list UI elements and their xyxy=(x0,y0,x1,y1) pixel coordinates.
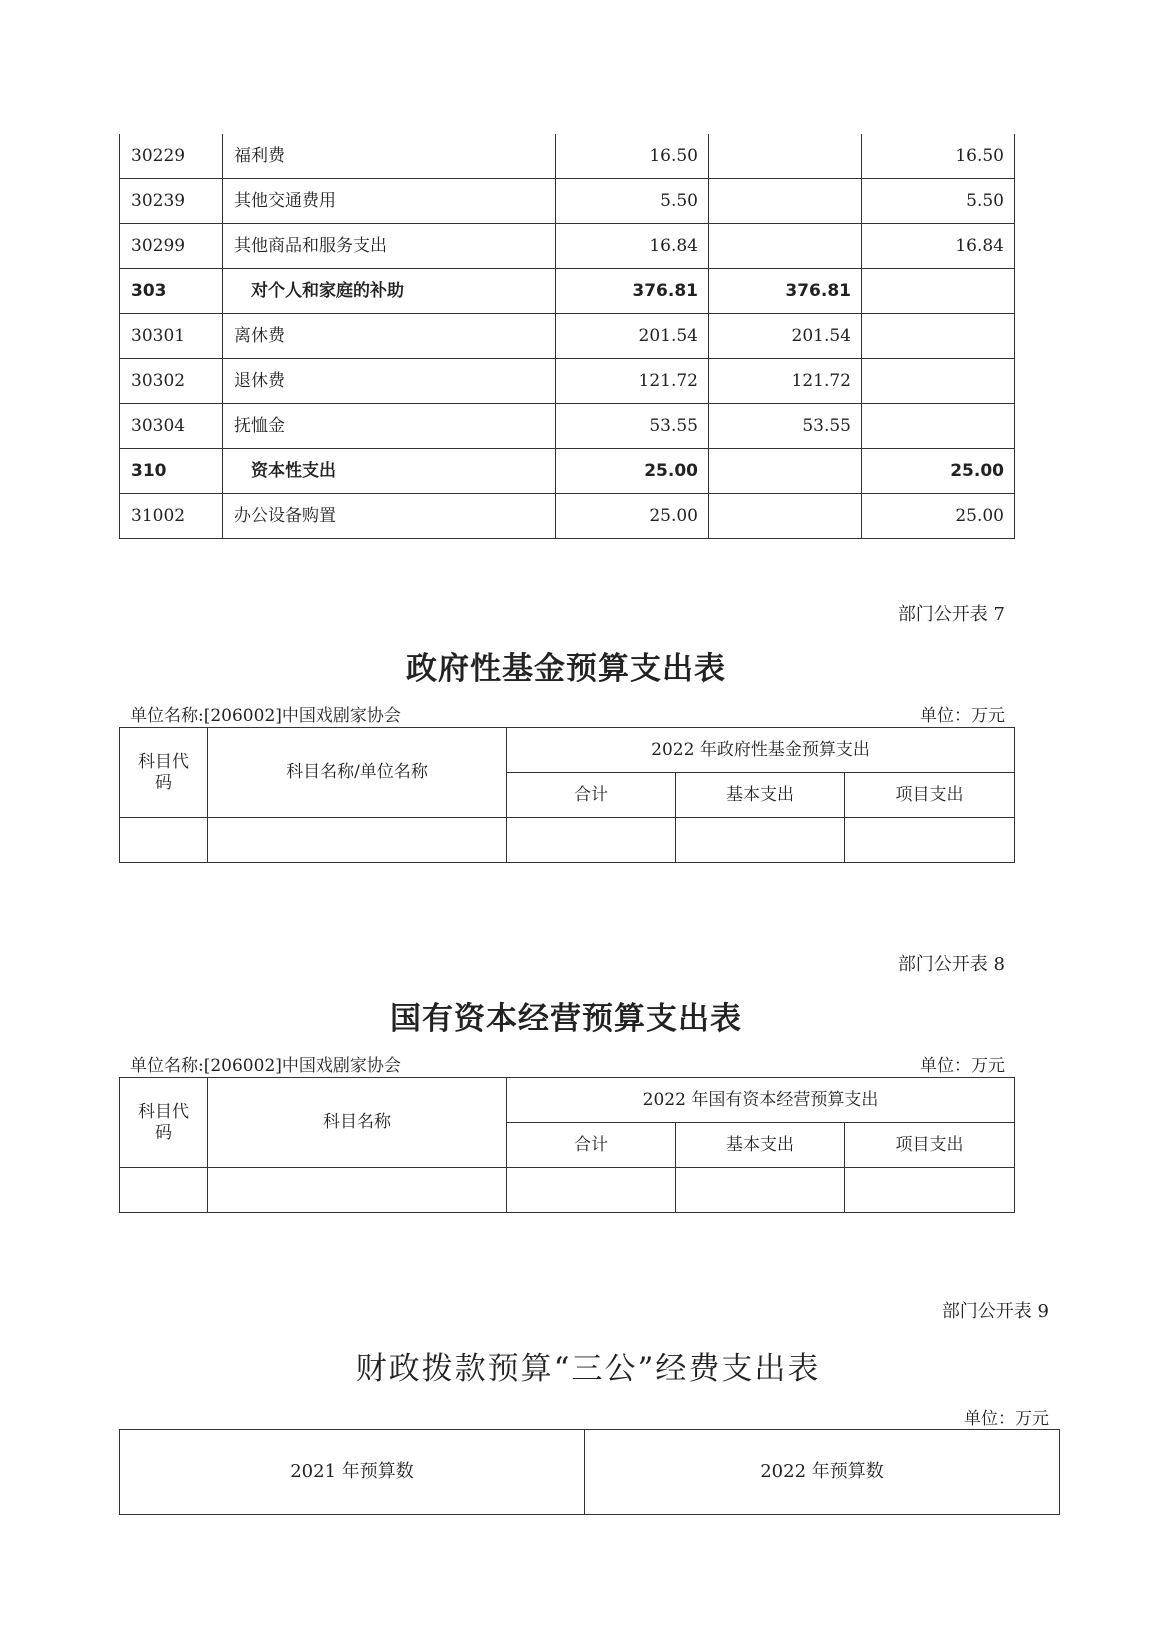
empty-cell xyxy=(208,818,507,863)
empty-cell xyxy=(507,818,676,863)
total-cell: 5.50 xyxy=(556,179,709,224)
header-subject-name: 科目名称/单位名称 xyxy=(208,728,507,818)
subject-name-cell: 对个人和家庭的补助 xyxy=(223,269,556,314)
header-capital-group: 2022 年国有资本经营预算支出 xyxy=(507,1078,1015,1123)
basic-cell: 121.72 xyxy=(709,359,862,404)
project-cell: 25.00 xyxy=(862,494,1015,539)
empty-cell xyxy=(676,818,845,863)
empty-cell xyxy=(120,1168,208,1213)
basic-cell xyxy=(709,179,862,224)
subject-code-cell: 30301 xyxy=(120,314,223,359)
subject-code-cell: 30304 xyxy=(120,404,223,449)
unit-name-7: 单位名称:[206002]中国戏剧家协会 xyxy=(130,706,401,726)
table-row xyxy=(120,179,1015,224)
table-row xyxy=(120,359,1015,404)
subject-code-cell: 30239 xyxy=(120,179,223,224)
basic-cell xyxy=(709,224,862,269)
basic-cell xyxy=(709,134,862,179)
total-cell: 16.50 xyxy=(556,134,709,179)
table-row xyxy=(120,314,1015,359)
state-capital-title: 国有资本经营预算支出表 xyxy=(390,1001,742,1037)
empty-cell xyxy=(120,818,208,863)
header-2021-budget: 2021 年预算数 xyxy=(120,1430,585,1515)
subject-code-cell: 30229 xyxy=(120,134,223,179)
subject-code-cell: 30299 xyxy=(120,224,223,269)
table-number-8: 部门公开表 8 xyxy=(897,954,1005,975)
header-project: 项目支出 xyxy=(845,1123,1015,1168)
basic-cell xyxy=(709,449,862,494)
table-row xyxy=(120,404,1015,449)
header-total: 合计 xyxy=(507,1123,676,1168)
project-cell xyxy=(862,404,1015,449)
three-public-expense-title: 财政拨款预算“三公”经费支出表 xyxy=(355,1351,821,1387)
header-subject-name: 科目名称 xyxy=(208,1078,507,1168)
header-basic: 基本支出 xyxy=(676,773,845,818)
subject-code-cell: 303 xyxy=(120,269,223,314)
empty-cell xyxy=(845,818,1015,863)
table-number-7: 部门公开表 7 xyxy=(897,604,1005,625)
empty-cell xyxy=(208,1168,507,1213)
subject-code-cell: 310 xyxy=(120,449,223,494)
table-row xyxy=(120,269,1015,314)
subject-name-cell: 抚恤金 xyxy=(223,404,556,449)
header-basic: 基本支出 xyxy=(676,1123,845,1168)
total-cell: 121.72 xyxy=(556,359,709,404)
project-cell xyxy=(862,359,1015,404)
project-cell xyxy=(862,269,1015,314)
table-row xyxy=(120,134,1015,179)
total-cell: 25.00 xyxy=(556,449,709,494)
total-cell: 16.84 xyxy=(556,224,709,269)
government-fund-title: 政府性基金预算支出表 xyxy=(406,651,726,687)
project-cell xyxy=(862,314,1015,359)
expenditure-table-body xyxy=(120,134,1015,539)
expenditure-continuation-table xyxy=(119,134,1015,539)
basic-cell: 376.81 xyxy=(709,269,862,314)
total-cell: 376.81 xyxy=(556,269,709,314)
header-subject-code: 科目代码 xyxy=(120,1078,208,1168)
government-fund-table xyxy=(119,727,1015,863)
subject-name-cell: 其他商品和服务支出 xyxy=(223,224,556,269)
total-cell: 25.00 xyxy=(556,494,709,539)
table-number-9: 部门公开表 9 xyxy=(941,1301,1049,1322)
basic-cell: 53.55 xyxy=(709,404,862,449)
table-row xyxy=(120,224,1015,269)
subject-code-cell: 31002 xyxy=(120,494,223,539)
subject-name-cell: 退休费 xyxy=(223,359,556,404)
header-fund-group: 2022 年政府性基金预算支出 xyxy=(507,728,1015,773)
subject-name-cell: 其他交通费用 xyxy=(223,179,556,224)
basic-cell xyxy=(709,494,862,539)
unit-label-8: 单位：万元 xyxy=(920,1056,1005,1076)
unit-label-9: 单位：万元 xyxy=(964,1409,1049,1429)
header-project: 项目支出 xyxy=(845,773,1015,818)
subject-name-cell: 福利费 xyxy=(223,134,556,179)
state-capital-table xyxy=(119,1077,1015,1213)
table-row xyxy=(120,449,1015,494)
project-cell: 16.84 xyxy=(862,224,1015,269)
empty-cell xyxy=(845,1168,1015,1213)
three-public-expense-table xyxy=(119,1429,1060,1515)
project-cell: 25.00 xyxy=(862,449,1015,494)
unit-label-7: 单位：万元 xyxy=(920,706,1005,726)
subject-name-cell: 离休费 xyxy=(223,314,556,359)
project-cell: 5.50 xyxy=(862,179,1015,224)
subject-code-cell: 30302 xyxy=(120,359,223,404)
table-row xyxy=(120,494,1015,539)
project-cell: 16.50 xyxy=(862,134,1015,179)
total-cell: 201.54 xyxy=(556,314,709,359)
unit-name-8: 单位名称:[206002]中国戏剧家协会 xyxy=(130,1056,401,1076)
subject-name-cell: 资本性支出 xyxy=(223,449,556,494)
empty-cell xyxy=(507,1168,676,1213)
header-subject-code: 科目代码 xyxy=(120,728,208,818)
basic-cell: 201.54 xyxy=(709,314,862,359)
empty-cell xyxy=(676,1168,845,1213)
subject-name-cell: 办公设备购置 xyxy=(223,494,556,539)
header-total: 合计 xyxy=(507,773,676,818)
header-2022-budget: 2022 年预算数 xyxy=(585,1430,1060,1515)
total-cell: 53.55 xyxy=(556,404,709,449)
